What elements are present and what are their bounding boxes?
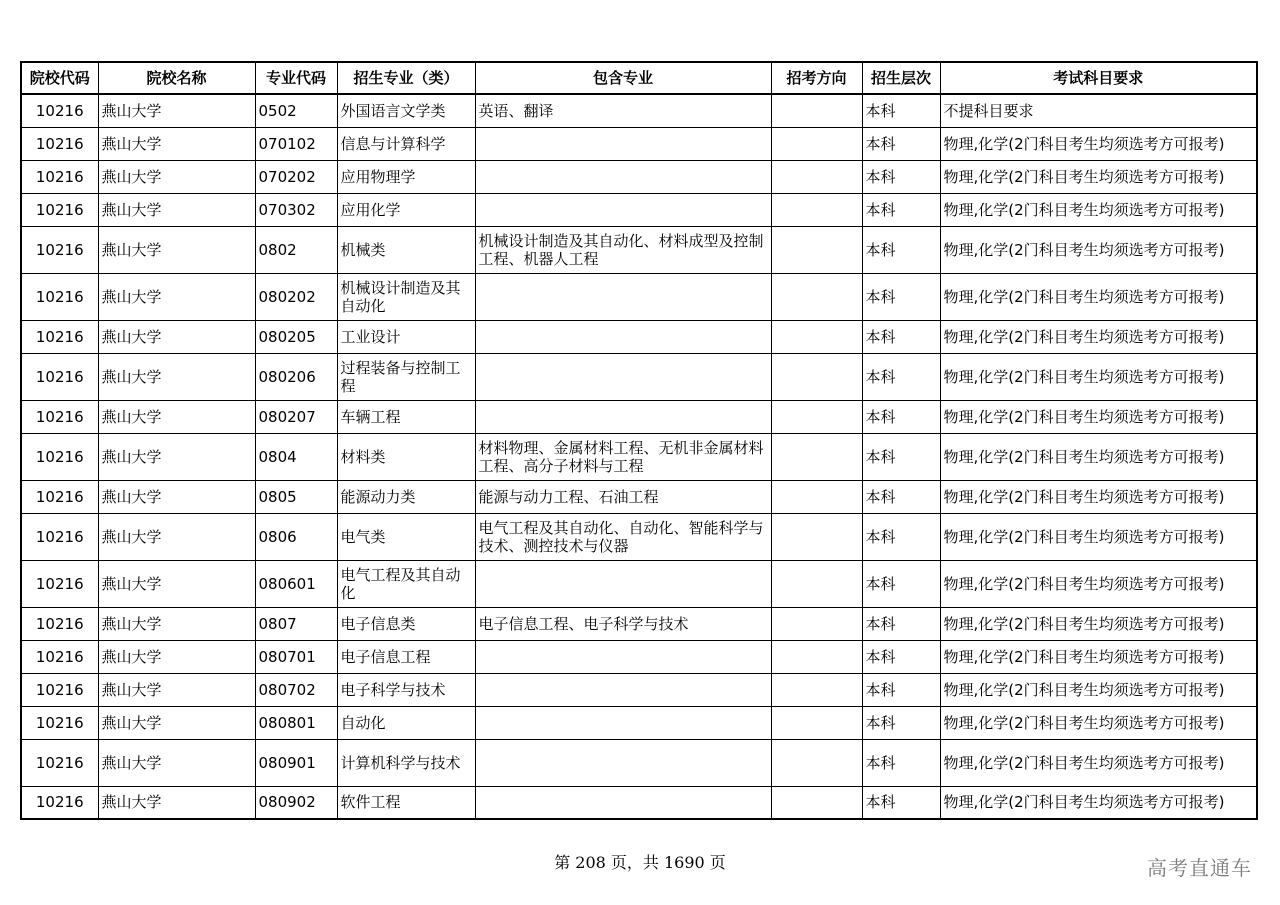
cell-level: 本科 xyxy=(862,193,940,226)
cell-included-majors xyxy=(475,273,771,320)
cell-school-name: 燕山大学 xyxy=(98,320,255,353)
cell-level: 本科 xyxy=(862,320,940,353)
cell-school-code: 10216 xyxy=(21,739,98,786)
cell-included-majors xyxy=(475,706,771,739)
cell-included-majors: 材料物理、金属材料工程、无机非金属材料工程、高分子材料与工程 xyxy=(475,433,771,480)
cell-requirement: 物理,化学(2门科目考生均须选考方可报考) xyxy=(940,273,1257,320)
table-row xyxy=(21,226,1257,273)
cell-major: 电气类 xyxy=(337,513,475,560)
cell-requirement: 物理,化学(2门科目考生均须选考方可报考) xyxy=(940,127,1257,160)
cell-school-name: 燕山大学 xyxy=(98,560,255,607)
cell-school-name: 燕山大学 xyxy=(98,480,255,513)
cell-school-code: 10216 xyxy=(21,480,98,513)
cell-level: 本科 xyxy=(862,400,940,433)
cell-school-name: 燕山大学 xyxy=(98,400,255,433)
cell-school-code: 10216 xyxy=(21,353,98,400)
cell-major-code: 080702 xyxy=(255,673,337,706)
cell-major: 信息与计算科学 xyxy=(337,127,475,160)
header-major-code: 专业代码 xyxy=(255,62,337,94)
cell-school-code: 10216 xyxy=(21,400,98,433)
cell-direction xyxy=(771,160,862,193)
cell-level: 本科 xyxy=(862,127,940,160)
cell-school-name: 燕山大学 xyxy=(98,193,255,226)
table-row xyxy=(21,607,1257,640)
cell-direction xyxy=(771,353,862,400)
cell-level: 本科 xyxy=(862,353,940,400)
cell-direction xyxy=(771,433,862,480)
cell-requirement: 物理,化学(2门科目考生均须选考方可报考) xyxy=(940,513,1257,560)
cell-level: 本科 xyxy=(862,160,940,193)
cell-school-code: 10216 xyxy=(21,433,98,480)
cell-school-code: 10216 xyxy=(21,320,98,353)
cell-school-name: 燕山大学 xyxy=(98,94,255,127)
cell-direction xyxy=(771,94,862,127)
cell-direction xyxy=(771,273,862,320)
cell-major-code: 0805 xyxy=(255,480,337,513)
cell-included-majors: 电气工程及其自动化、自动化、智能科学与技术、测控技术与仪器 xyxy=(475,513,771,560)
header-school-code: 院校代码 xyxy=(21,62,98,94)
table-row xyxy=(21,160,1257,193)
cell-school-name: 燕山大学 xyxy=(98,513,255,560)
cell-level: 本科 xyxy=(862,673,940,706)
cell-major: 计算机科学与技术 xyxy=(337,739,475,786)
cell-included-majors xyxy=(475,673,771,706)
table-row xyxy=(21,127,1257,160)
cell-level: 本科 xyxy=(862,640,940,673)
table-row xyxy=(21,480,1257,513)
cell-included-majors xyxy=(475,160,771,193)
cell-school-name: 燕山大学 xyxy=(98,127,255,160)
cell-school-name: 燕山大学 xyxy=(98,640,255,673)
cell-major-code: 0802 xyxy=(255,226,337,273)
table-row xyxy=(21,320,1257,353)
cell-requirement: 物理,化学(2门科目考生均须选考方可报考) xyxy=(940,226,1257,273)
cell-major: 材料类 xyxy=(337,433,475,480)
cell-direction xyxy=(771,193,862,226)
cell-included-majors: 能源与动力工程、石油工程 xyxy=(475,480,771,513)
cell-major-code: 080901 xyxy=(255,739,337,786)
cell-major: 过程装备与控制工程 xyxy=(337,353,475,400)
cell-major: 自动化 xyxy=(337,706,475,739)
cell-major-code: 070102 xyxy=(255,127,337,160)
header-major: 招生专业（类） xyxy=(337,62,475,94)
cell-school-code: 10216 xyxy=(21,560,98,607)
cell-direction xyxy=(771,673,862,706)
cell-school-code: 10216 xyxy=(21,640,98,673)
cell-school-name: 燕山大学 xyxy=(98,739,255,786)
cell-requirement: 物理,化学(2门科目考生均须选考方可报考) xyxy=(940,640,1257,673)
cell-school-code: 10216 xyxy=(21,786,98,819)
cell-requirement: 物理,化学(2门科目考生均须选考方可报考) xyxy=(940,480,1257,513)
cell-level: 本科 xyxy=(862,513,940,560)
table-row xyxy=(21,706,1257,739)
table-row xyxy=(21,273,1257,320)
table-row xyxy=(21,94,1257,127)
cell-direction xyxy=(771,739,862,786)
cell-major-code: 080207 xyxy=(255,400,337,433)
cell-major: 电子科学与技术 xyxy=(337,673,475,706)
cell-level: 本科 xyxy=(862,739,940,786)
cell-school-code: 10216 xyxy=(21,193,98,226)
cell-level: 本科 xyxy=(862,607,940,640)
cell-requirement: 物理,化学(2门科目考生均须选考方可报考) xyxy=(940,400,1257,433)
table-row xyxy=(21,353,1257,400)
cell-major: 车辆工程 xyxy=(337,400,475,433)
cell-included-majors xyxy=(475,400,771,433)
cell-school-name: 燕山大学 xyxy=(98,607,255,640)
cell-school-code: 10216 xyxy=(21,513,98,560)
cell-school-code: 10216 xyxy=(21,673,98,706)
cell-direction xyxy=(771,640,862,673)
cell-major-code: 080902 xyxy=(255,786,337,819)
cell-major-code: 080202 xyxy=(255,273,337,320)
cell-major-code: 080601 xyxy=(255,560,337,607)
cell-school-code: 10216 xyxy=(21,160,98,193)
cell-major: 软件工程 xyxy=(337,786,475,819)
cell-direction xyxy=(771,513,862,560)
cell-direction xyxy=(771,560,862,607)
cell-level: 本科 xyxy=(862,706,940,739)
cell-school-code: 10216 xyxy=(21,226,98,273)
cell-direction xyxy=(771,706,862,739)
cell-requirement: 物理,化学(2门科目考生均须选考方可报考) xyxy=(940,739,1257,786)
admission-table xyxy=(20,61,1258,820)
cell-direction xyxy=(771,480,862,513)
cell-direction xyxy=(771,607,862,640)
cell-included-majors xyxy=(475,127,771,160)
table-row xyxy=(21,193,1257,226)
cell-included-majors xyxy=(475,640,771,673)
cell-level: 本科 xyxy=(862,786,940,819)
cell-school-code: 10216 xyxy=(21,127,98,160)
cell-direction xyxy=(771,786,862,819)
cell-major-code: 0806 xyxy=(255,513,337,560)
cell-school-code: 10216 xyxy=(21,607,98,640)
cell-requirement: 物理,化学(2门科目考生均须选考方可报考) xyxy=(940,786,1257,819)
cell-included-majors xyxy=(475,193,771,226)
watermark-text: 高考直通车 xyxy=(1147,856,1252,880)
cell-school-code: 10216 xyxy=(21,706,98,739)
cell-requirement: 物理,化学(2门科目考生均须选考方可报考) xyxy=(940,320,1257,353)
cell-included-majors: 英语、翻译 xyxy=(475,94,771,127)
cell-requirement: 物理,化学(2门科目考生均须选考方可报考) xyxy=(940,160,1257,193)
cell-major: 电子信息类 xyxy=(337,607,475,640)
cell-major: 应用化学 xyxy=(337,193,475,226)
cell-included-majors xyxy=(475,560,771,607)
cell-major: 电子信息工程 xyxy=(337,640,475,673)
cell-major-code: 0502 xyxy=(255,94,337,127)
cell-major-code: 080701 xyxy=(255,640,337,673)
table-row xyxy=(21,673,1257,706)
header-level: 招生层次 xyxy=(862,62,940,94)
page-number: 第 208 页，共 1690 页 xyxy=(554,853,726,872)
cell-major-code: 070202 xyxy=(255,160,337,193)
header-direction: 招考方向 xyxy=(771,62,862,94)
cell-major-code: 070302 xyxy=(255,193,337,226)
header-school-name: 院校名称 xyxy=(98,62,255,94)
cell-school-name: 燕山大学 xyxy=(98,226,255,273)
cell-requirement: 物理,化学(2门科目考生均须选考方可报考) xyxy=(940,673,1257,706)
cell-major: 外国语言文学类 xyxy=(337,94,475,127)
cell-level: 本科 xyxy=(862,226,940,273)
cell-major: 应用物理学 xyxy=(337,160,475,193)
cell-major: 机械类 xyxy=(337,226,475,273)
cell-major-code: 080206 xyxy=(255,353,337,400)
cell-school-name: 燕山大学 xyxy=(98,160,255,193)
cell-level: 本科 xyxy=(862,433,940,480)
cell-included-majors: 电子信息工程、电子科学与技术 xyxy=(475,607,771,640)
cell-requirement: 物理,化学(2门科目考生均须选考方可报考) xyxy=(940,706,1257,739)
cell-school-name: 燕山大学 xyxy=(98,673,255,706)
table-row xyxy=(21,513,1257,560)
cell-major: 工业设计 xyxy=(337,320,475,353)
cell-requirement: 物理,化学(2门科目考生均须选考方可报考) xyxy=(940,353,1257,400)
table-row xyxy=(21,433,1257,480)
table-header-row xyxy=(21,62,1257,94)
header-requirement: 考试科目要求 xyxy=(940,62,1257,94)
cell-major: 能源动力类 xyxy=(337,480,475,513)
cell-major-code: 0804 xyxy=(255,433,337,480)
cell-major-code: 0807 xyxy=(255,607,337,640)
table-row xyxy=(21,400,1257,433)
cell-level: 本科 xyxy=(862,480,940,513)
cell-included-majors xyxy=(475,353,771,400)
cell-major-code: 080801 xyxy=(255,706,337,739)
cell-included-majors: 机械设计制造及其自动化、材料成型及控制工程、机器人工程 xyxy=(475,226,771,273)
cell-included-majors xyxy=(475,786,771,819)
cell-major: 电气工程及其自动化 xyxy=(337,560,475,607)
cell-school-name: 燕山大学 xyxy=(98,353,255,400)
cell-major-code: 080205 xyxy=(255,320,337,353)
cell-school-name: 燕山大学 xyxy=(98,273,255,320)
cell-requirement: 不提科目要求 xyxy=(940,94,1257,127)
cell-school-code: 10216 xyxy=(21,273,98,320)
cell-requirement: 物理,化学(2门科目考生均须选考方可报考) xyxy=(940,607,1257,640)
table-row xyxy=(21,640,1257,673)
cell-level: 本科 xyxy=(862,273,940,320)
header-included-majors: 包含专业 xyxy=(475,62,771,94)
cell-major: 机械设计制造及其自动化 xyxy=(337,273,475,320)
cell-level: 本科 xyxy=(862,560,940,607)
table-row xyxy=(21,560,1257,607)
cell-school-name: 燕山大学 xyxy=(98,433,255,480)
cell-requirement: 物理,化学(2门科目考生均须选考方可报考) xyxy=(940,433,1257,480)
cell-direction xyxy=(771,226,862,273)
table-row xyxy=(21,739,1257,786)
cell-school-name: 燕山大学 xyxy=(98,706,255,739)
cell-requirement: 物理,化学(2门科目考生均须选考方可报考) xyxy=(940,560,1257,607)
cell-level: 本科 xyxy=(862,94,940,127)
cell-requirement: 物理,化学(2门科目考生均须选考方可报考) xyxy=(940,193,1257,226)
cell-included-majors xyxy=(475,739,771,786)
cell-direction xyxy=(771,320,862,353)
cell-included-majors xyxy=(475,320,771,353)
cell-school-code: 10216 xyxy=(21,94,98,127)
table-row xyxy=(21,786,1257,819)
cell-direction xyxy=(771,127,862,160)
cell-school-name: 燕山大学 xyxy=(98,786,255,819)
cell-direction xyxy=(771,400,862,433)
